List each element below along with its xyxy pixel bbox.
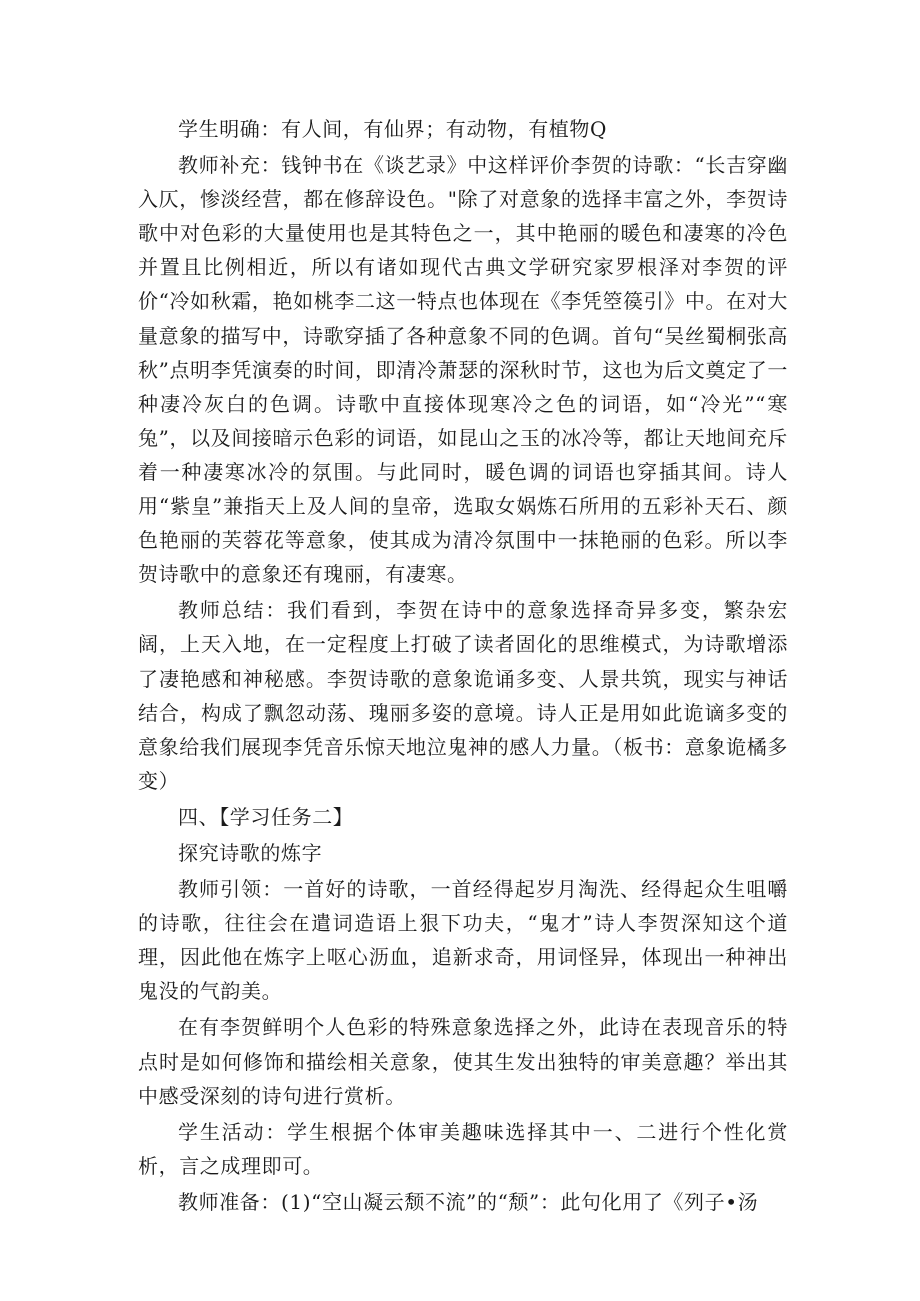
section-heading-task-two: 四、【学习任务二】 xyxy=(178,804,354,829)
paragraph-student-answer: 学生明确：有人间，有仙界；有动物，有植物Q xyxy=(178,117,607,141)
paragraph-teacher-guidance: 教师引领：一首好的诗歌，一首经得起岁月淘洗、经得起众生咀嚼的诗歌，往往会在遣词造语上狠下功夫，“鬼才”诗人李贺深知这个道理，因此他在炼字上呕心沥血，追新求奇，用词怪异，体现出一种神出鬼没的气韵美。 xyxy=(138,877,788,1004)
section-subheading: 探究诗歌的炼字 xyxy=(178,840,323,865)
paragraph-teacher-preparation: 教师准备：(1)“空山凝云颓不流”的“颓”：此句化用了《列子•汤 xyxy=(178,1189,759,1214)
paragraph-teacher-supplement: 教师补充：钱钟书在《谈艺录》中这样评价李贺的诗歌：“长吉穿幽入仄，惨淡经营，都在修辞设色。"除了对意象的选择丰富之外，李贺诗歌中对色彩的大量使用也是其特色之一，其中艳丽的暖色和凄寒的冷色并置且比例相近，所以有诸如现代古典文学研究家罗根泽对李贺的评价“冷如秋霜，艳如桃李二这一特点也体现在《李凭箜篌引》中。在对大量意象的描写中，诗歌穿插了各种意象不同的色调。首句“吴丝蜀桐张高秋”点明李凭演奏的时间，即清冷萧瑟的深秋时节，这也为后文奠定了一种凄冷灰白的色调。诗歌中直接体现寒冷之色的词语，如“冷光”“寒兔”，以及间接暗示色彩的词语，如昆山之玉的冰冷等，都让天地间充斥着一种凄寒冰冷的氛围。与此同时，暖色调的词语也穿插其间。诗人用“紫皇”兼指天上及人间的皇帝，选取女娲炼石所用的五彩补天石、颜色艳丽的芙蓉花等意象，使其成为清冷氛围中一抹艳丽的色彩。所以李贺诗歌中的意象还有瑰丽，有凄寒。 xyxy=(138,153,788,587)
paragraph-question: 在有李贺鲜明个人色彩的特殊意象选择之外，此诗在表现音乐的特点时是如何修饰和描绘相关意象，使其生发出独特的审美意趣？举出其中感受深刻的诗句进行赏析。 xyxy=(138,1015,788,1108)
paragraph-student-activity: 学生活动：学生根据个体审美趣味选择其中一、二进行个性化赏析，言之成理即可。 xyxy=(138,1119,788,1178)
document-body xyxy=(138,112,788,1219)
paragraph-teacher-summary: 教师总结：我们看到，李贺在诗中的意象选择奇异多变，繁杂宏阔，上天入地，在一定程度上打破了读者固化的思维模式，为诗歌增添了凄艳感和神秘感。李贺诗歌的意象诡诵多变、人景共筑，现实与神话结合，构成了飘忽动荡、瑰丽多姿的意境。诗人正是用如此诡谪多变的意象给我们展现李凭音乐惊天地泣鬼神的感人力量。（板书：意象诡橘多变） xyxy=(138,598,788,793)
